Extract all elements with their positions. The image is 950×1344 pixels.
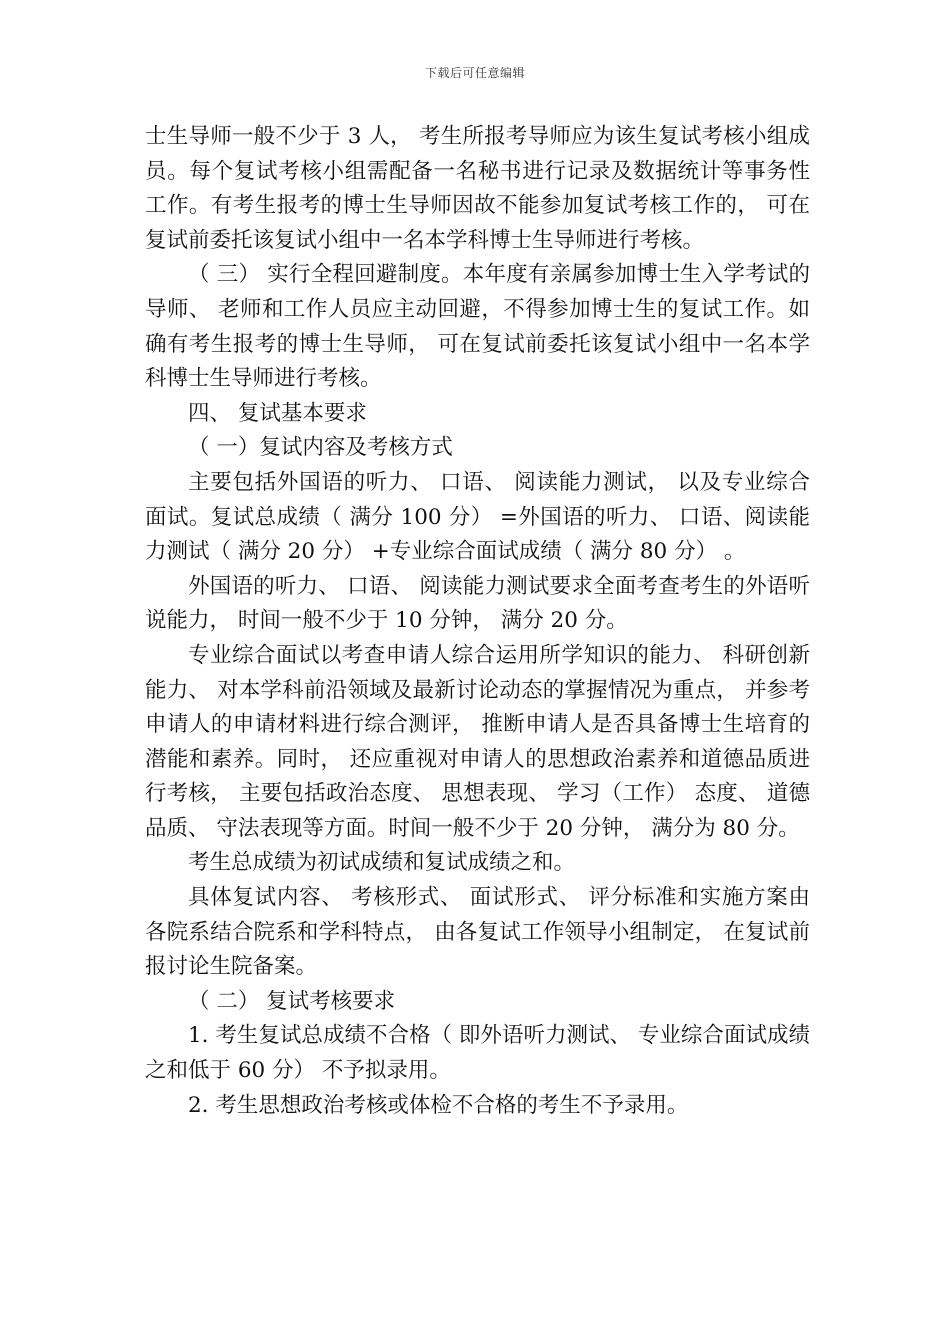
paragraph-interview: 专业综合面试以考查申请人综合运用所学知识的能力、 科研创新能力、 对本学科前沿领域及最新讨论动态的掌握情况为重点， 并参考申请人的申请材料进行综合测评， 推断申请人是否具备博士生培育的潜能和素养。同时， 还应重视对申请人的思想政治素养和道德品质进行考核， 主要包括政治态度、 思想表现、 学习（工作） 态度、 道德品质、 守法表现等方面。时间一般不少于 20 分钟， 满分为 80 分。 [145,642,810,841]
paragraph-advisor-group: 士生导师一般不少于 3 人， 考生所报考导师应为该生复试考核小组成员。每个复试考核小组需配备一名秘书进行记录及数据统计等事务性工作。有考生报考的博士生导师因故不能参加复试考核工作的， 可在复试前委托该复试小组中一名本学科博士生导师进行考核。 [145,124,810,253]
paragraph-specific-plan: 具体复试内容、 考核形式、 面试形式、 评分标准和实施方案由各院系结合院系和学科特点， 由各复试工作领导小组制定， 在复试前报讨论生院备案。 [145,885,810,980]
paragraph-total-score: 考生总成绩为初试成绩和复试成绩之和。 [188,850,576,876]
paragraph-language-test: 外国语的听力、 口语、 阅读能力测试要求全面考查考生的外语听说能力， 时间一般不少于 10 分钟， 满分 20 分。 [145,573,810,634]
paragraph-recusal-rule: （ 三） 实行全程回避制度。本年度有亲属参加博士生入学考试的导师、 老师和工作人员应主动回避，不得参加博士生的复试工作。如确有考生报考的博士生导师， 可在复试前委托该复试小组中一名本学科博士生导师进行考核。 [145,262,810,392]
section-heading-requirements: 四、 复试基本要求 [188,400,367,426]
subheading-requirements: （ 二） 复试考核要求 [188,988,396,1014]
list-item-requirement-1: 1. 考生复试总成绩不合格（ 即外语听力测试、 专业综合面试成绩之和低于 60 分） 不予拟录用。 [145,1023,810,1084]
page-header-note: 下载后可任意编辑 [424,66,525,80]
paragraph-exam-content: 主要包括外国语的听力、 口语、 阅读能力测试， 以及专业综合面试。复试总成绩（ 满分 100 分） =外国语的听力、 口语、阅读能力测试（ 满分 20 分） +专业综合面试成绩（ 满分 80 分） 。 [145,469,810,565]
document-body [145,120,810,1123]
list-item-requirement-2: 2. 考生思想政治考核或体检不合格的考生不予录用。 [188,1092,689,1118]
subheading-content-method: （ 一）复试内容及考核方式 [188,435,453,461]
